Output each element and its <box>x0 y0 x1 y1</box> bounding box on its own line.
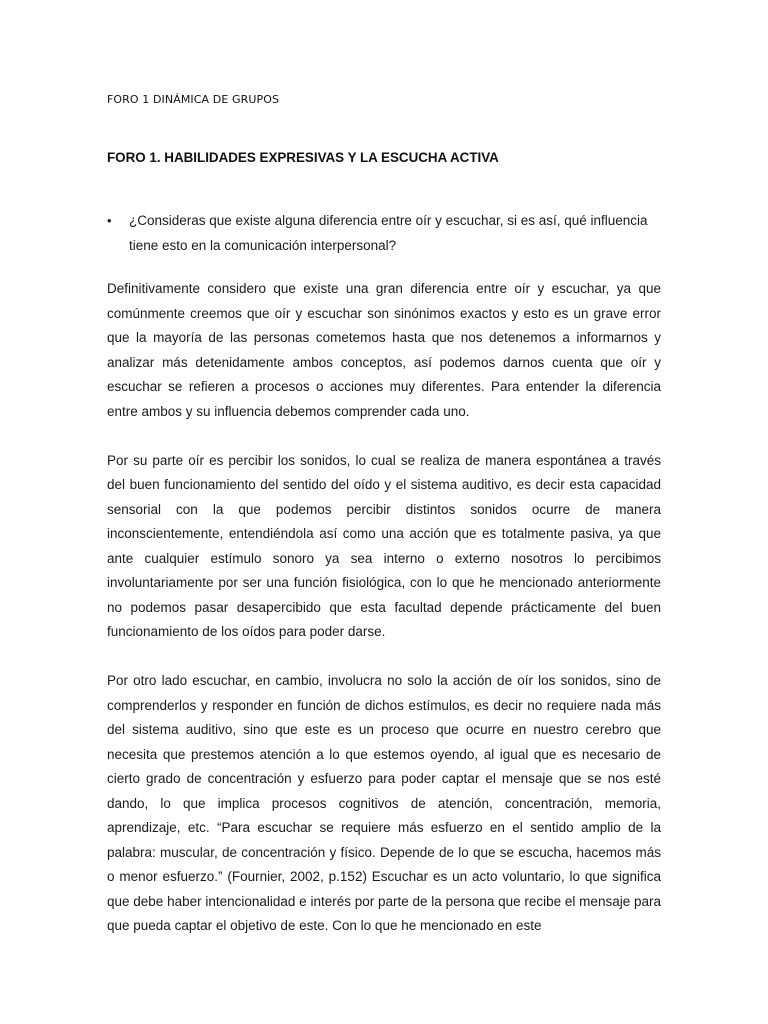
bullet-icon: • <box>107 213 112 228</box>
question-text: ¿Consideras que existe alguna diferencia entre oír y escuchar, si es así, qué influencia tiene esto en la comunicación interpersonal? <box>129 213 648 253</box>
document-header: FORO 1 DINÁMICA DE GRUPOS <box>107 93 280 106</box>
paragraph-2: Por su parte oír es percibir los sonidos, lo cual se realiza de manera espontánea a través del buen funcionamiento del sentido del oído y el sistema auditivo, es decir esta capacidad sensorial con la que podemos percibir distintos sonidos ocurre de manera inconscientemente, entendiéndola así como una acción que es totalmente pasiva, ya que ante cualquier estímulo sonoro ya sea interno o externo nosotros lo percibimos involuntariamente por ser una función fisiológica, con lo que he mencionado anteriormente no podemos pasar desapercibido que esta facultad depende prácticamente del buen funcionamiento de los oídos para poder darse. <box>107 452 661 639</box>
paragraph-3: Por otro lado escuchar, en cambio, involucra no solo la acción de oír los sonidos, sino de comprenderlos y responder en función de dichos estímulos, es decir no requiere nada más del sistema auditivo, sino que este es un proceso que ocurre en nuestro cerebro que necesita que prestemos atención a lo que estemos oyendo, al igual que es necesario de cierto grado de concentración y esfuerzo para poder captar el mensaje que se nos esté dando, lo que implica procesos cognitivos de atención, concentración, memoria, aprendizaje, etc. “Para escuchar se requiere más esfuerzo en el sentido amplio de la palabra: muscular, de concentración y físico. Depende de lo que se escucha, hacemos más o menor esfuerzo.” (Fournier, 2002, p.152) Escuchar es un acto voluntario, lo que significa que debe haber intencionalidad e interés por parte de la persona que recibe el mensaje para que pueda captar el objetivo de este. Con lo que he mencionado en este <box>107 673 661 933</box>
question-list-item <box>107 209 662 258</box>
document-title: FORO 1. HABILIDADES EXPRESIVAS Y LA ESCUCHA ACTIVA <box>107 150 499 165</box>
document-body <box>107 277 661 963</box>
paragraph-1: Definitivamente considero que existe una gran diferencia entre oír y escuchar, ya que comúnmente creemos que oír y escuchar son sinónimos exactos y esto es un grave error que la mayoría de las personas cometemos hasta que nos detenemos a informarnos y analizar más detenidamente ambos conceptos, así podemos darnos cuenta que oír y escuchar se refieren a procesos o acciones muy diferentes. Para entender la diferencia entre ambos y su influencia debemos comprender cada uno. <box>107 281 661 419</box>
